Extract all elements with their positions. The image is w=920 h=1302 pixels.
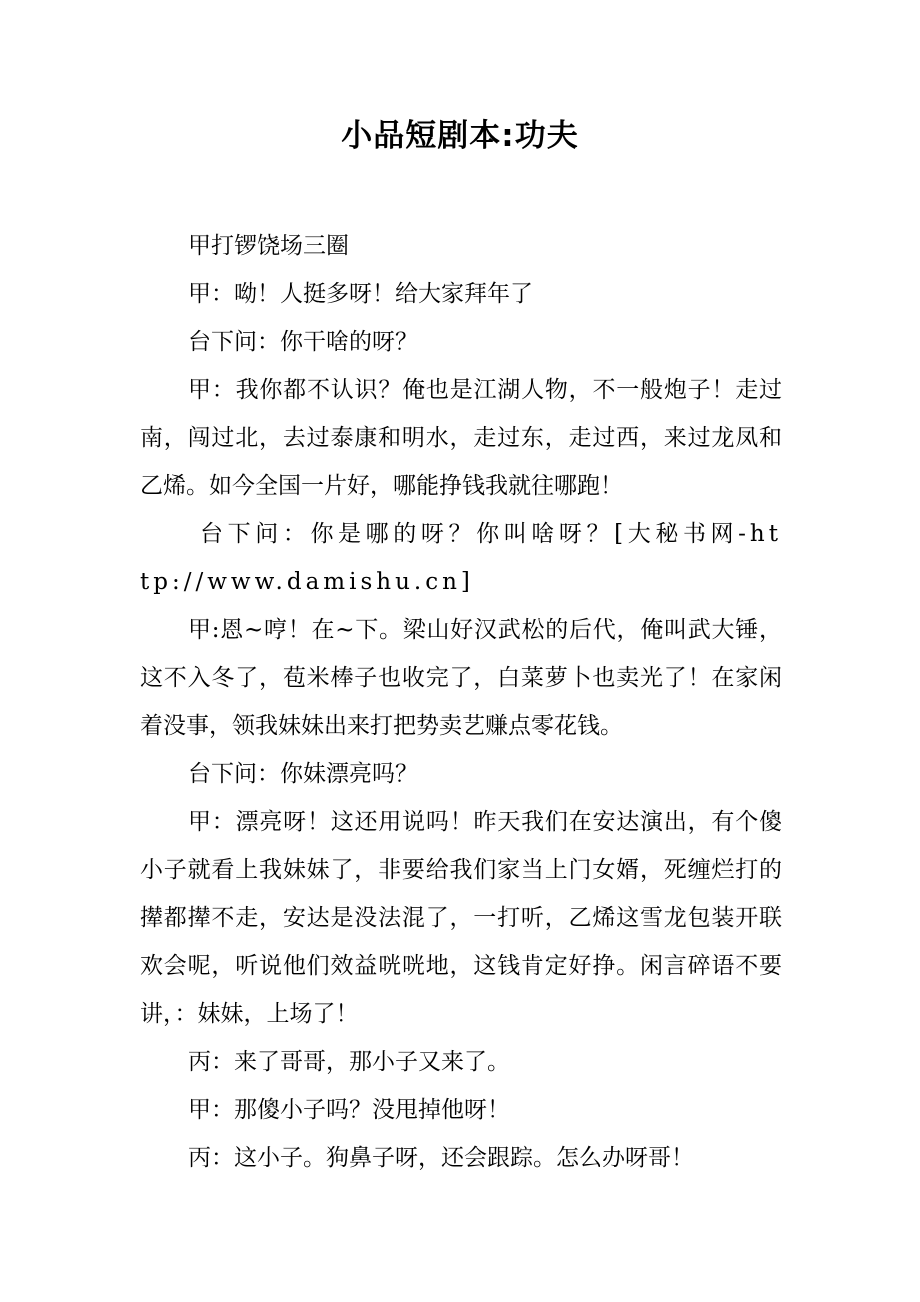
paragraph-line: 台下问：你妹漂亮吗？: [188, 761, 418, 787]
paragraph-line: 甲：漂亮呀！这还用说吗！昨天我们在安达演出，有个傻小子就看上我妹妹了，非要给我们家当上门女婿，死缠烂打的撵都撵不走，安达是没法混了，一打听，乙烯这雪龙包装开联欢会呢，听说他们效益咣咣地，这钱肯定好挣。闲言碎语不要讲，：妹妹，上场了！: [140, 809, 782, 1027]
paragraph-line: 台下问：你干啥的呀？: [188, 329, 418, 355]
paragraph-line: 丙：这小子。狗鼻子呀，还会跟踪。怎么办呀哥！: [188, 1145, 694, 1171]
paragraph-line: 甲：呦！人挺多呀！给大家拜年了: [188, 281, 533, 307]
paragraph-line: 甲:恩~哼！在~下。梁山好汉武松的后代，俺叫武大锤，这不入冬了，苞米棒子也收完了，白菜萝卜也卖光了！在家闲着没事，领我妹妹出来打把势卖艺赚点零花钱。: [140, 617, 782, 739]
paragraph-stage-direction: 甲打锣饶场三圈: [188, 233, 349, 259]
paragraph-line: 丙：来了哥哥，那小子又来了。: [188, 1049, 510, 1075]
paragraph-line-with-source: 台下问：你是哪的呀？你叫啥呀？[大秘书网-http://www.damishu.cn]: [140, 521, 782, 595]
script-body: [140, 222, 782, 1182]
paragraph-line: 甲：那傻小子吗？没甩掉他呀！: [188, 1097, 510, 1123]
document-title: 小品短剧本:功夫: [341, 118, 579, 154]
paragraph-line: 甲：我你都不认识？俺也是江湖人物，不一般炮子！走过南，闯过北，去过泰康和明水，走过东，走过西，来过龙凤和乙烯。如今全国一片好，哪能挣钱我就往哪跑！: [140, 377, 782, 499]
